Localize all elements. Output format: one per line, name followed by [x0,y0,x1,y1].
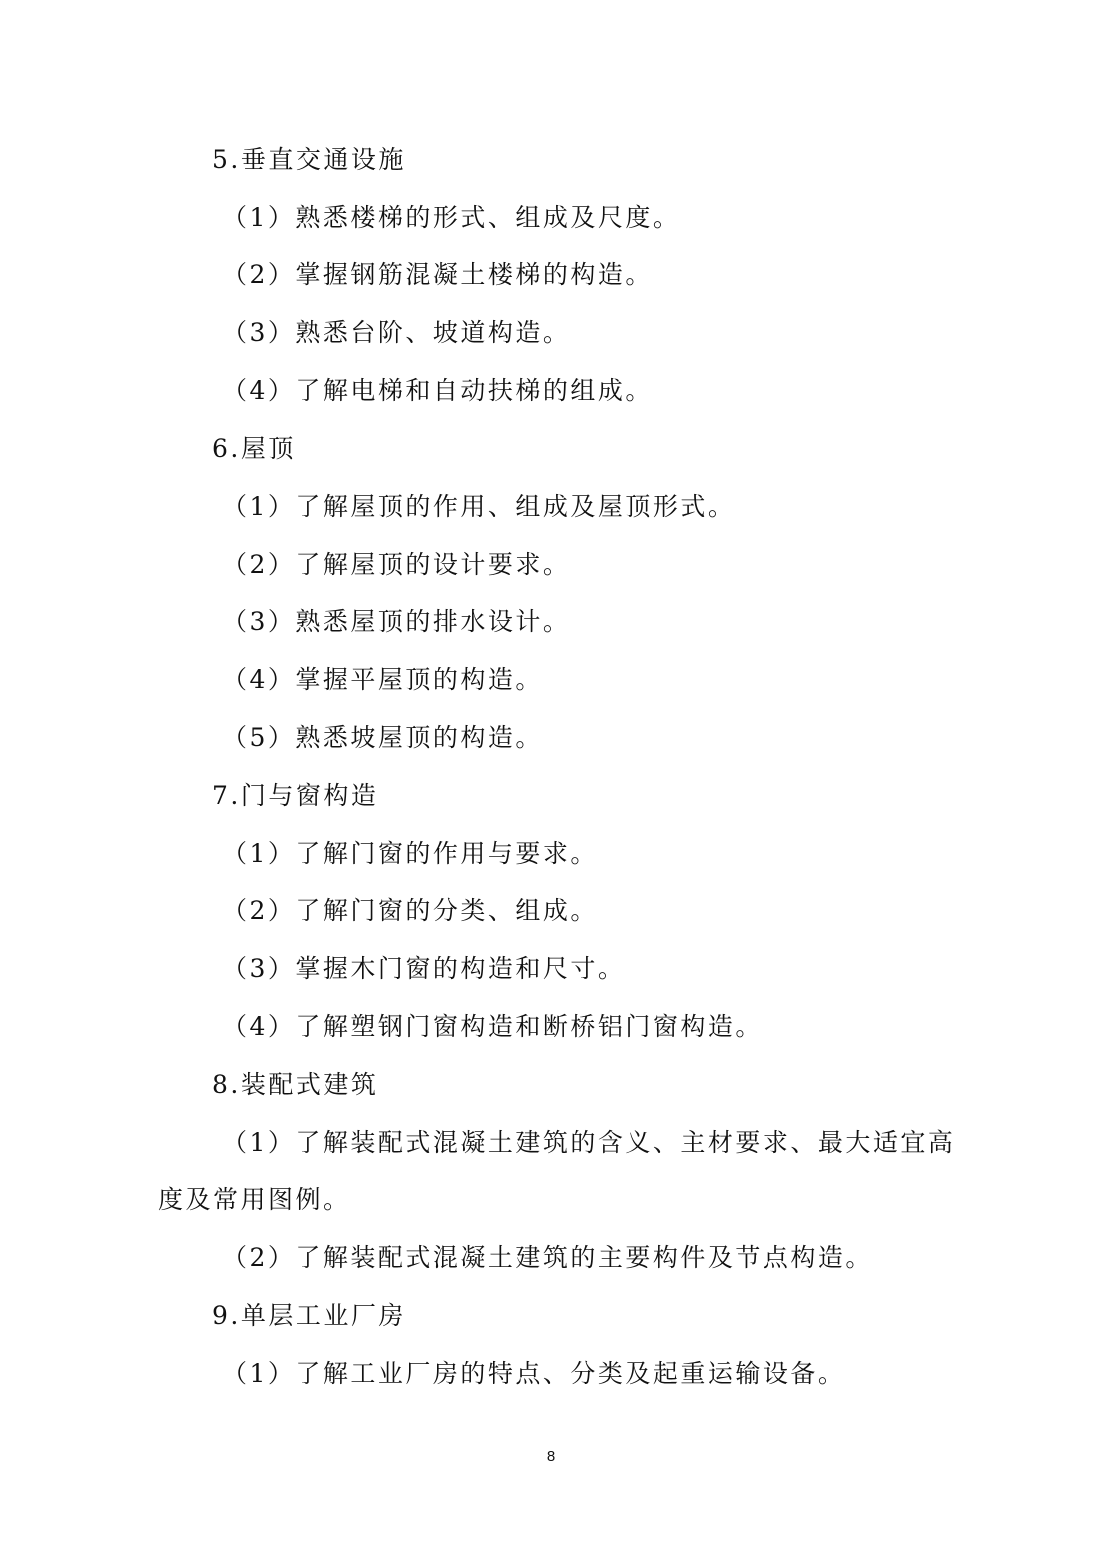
list-item: （3）熟悉屋顶的排水设计。 [222,607,571,636]
list-item: （2）了解装配式混凝土建筑的主要构件及节点构造。 [222,1243,873,1272]
list-item: （3）掌握木门窗的构造和尺寸。 [222,954,626,983]
section-heading-5: 5.垂直交通设施 [212,145,406,174]
section-heading-9: 9.单层工业厂房 [212,1301,406,1330]
page-number: 8 [546,1448,556,1465]
section-heading-7: 7.门与窗构造 [212,781,379,810]
list-item: （4）了解塑钢门窗构造和断桥铝门窗构造。 [222,1012,763,1041]
list-item: （1）了解工业厂房的特点、分类及起重运输设备。 [222,1359,846,1388]
section-heading-8: 8.装配式建筑 [212,1070,379,1099]
list-item-continuation: 度及常用图例。 [158,1185,351,1214]
list-item: （1）了解装配式混凝土建筑的含义、主材要求、最大适宜高 [222,1128,956,1157]
list-item: （4）了解电梯和自动扶梯的组成。 [222,376,653,405]
list-item: （2）了解门窗的分类、组成。 [222,896,598,925]
section-heading-6: 6.屋顶 [212,434,296,463]
list-item: （5）熟悉坡屋顶的构造。 [222,723,543,752]
list-item: （4）掌握平屋顶的构造。 [222,665,543,694]
list-item: （1）了解屋顶的作用、组成及屋顶形式。 [222,492,736,521]
list-item: （1）了解门窗的作用与要求。 [222,839,598,868]
list-item: （1）熟悉楼梯的形式、组成及尺度。 [222,203,681,232]
list-item: （2）掌握钢筋混凝土楼梯的构造。 [222,260,653,289]
list-item: （3）熟悉台阶、坡道构造。 [222,318,571,347]
list-item: （2）了解屋顶的设计要求。 [222,550,571,579]
